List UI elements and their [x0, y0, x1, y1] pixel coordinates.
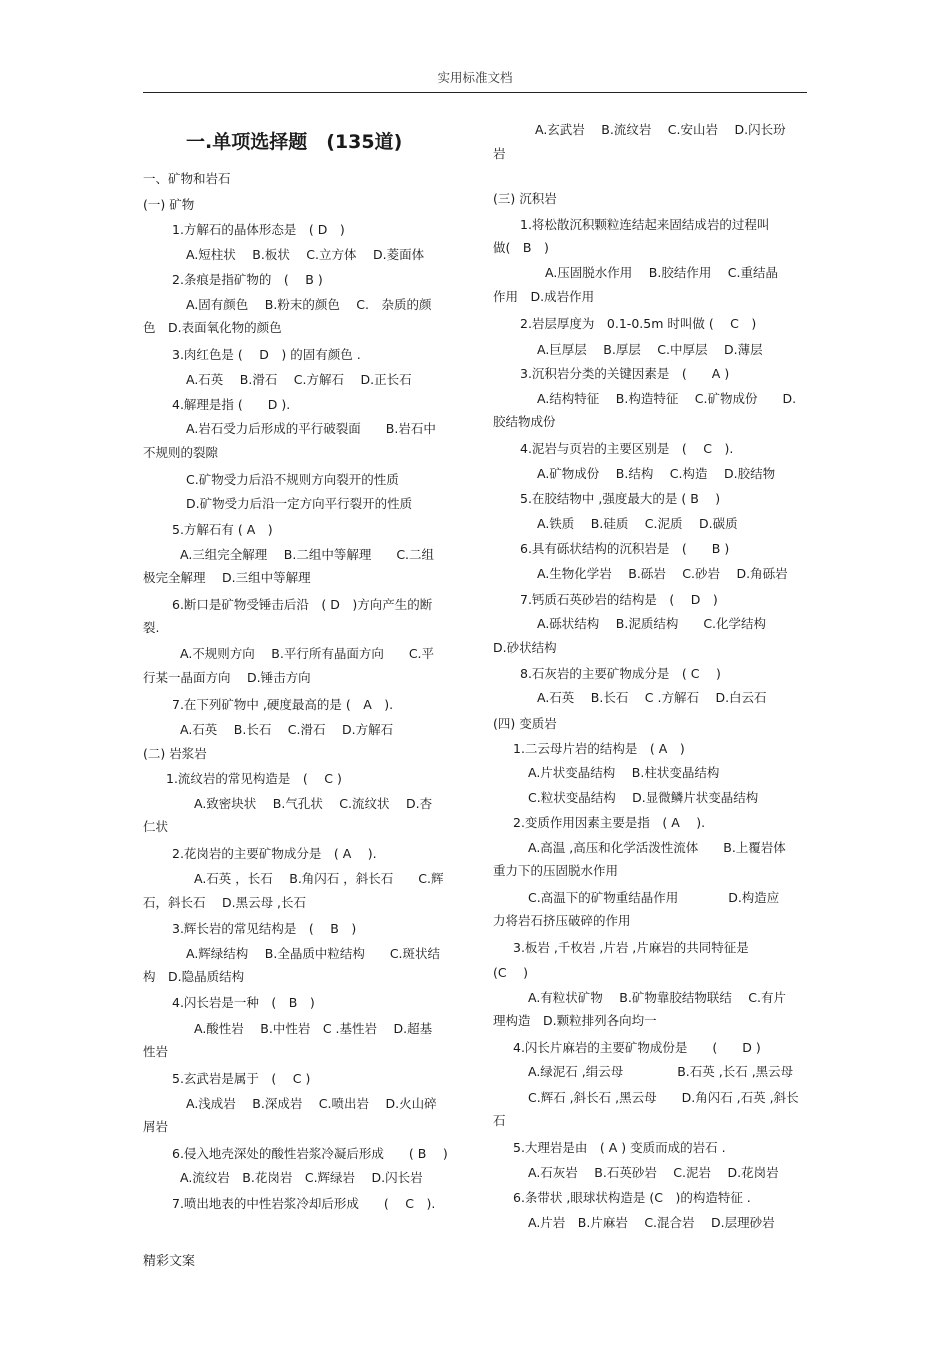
- header-rule: [143, 92, 807, 93]
- left-line-38: A.浅成岩 B.深成岩 C.喷出岩 D.火山碎: [186, 1096, 437, 1111]
- right-line-28: A.高温 ,高压和化学活泼性流体 B.上覆岩体: [528, 840, 786, 855]
- right-line-12: 4.泥岩与页岩的主要区别是 ( C ).: [520, 441, 734, 456]
- left-line-7: 色 D.表面氧化物的颜色: [143, 320, 282, 335]
- right-line-2: (三) 沉积岩: [493, 191, 557, 206]
- left-line-11: A.岩石受力后形成的平行破裂面 B.岩石中: [186, 421, 436, 436]
- left-line-1: 一、矿物和岩石: [143, 171, 231, 186]
- left-line-13: C.矿物受力后沿不规则方向裂开的性质: [186, 472, 399, 487]
- left-line-10: 4.解理是指 ( D ).: [172, 397, 291, 412]
- right-line-18: 7.钙质石英砂岩的结构是 ( D ): [520, 592, 718, 607]
- left-line-27: 仁状: [143, 819, 169, 834]
- right-line-17: A.生物化学岩 B.砾岩 C.砂岩 D.角砾岩: [537, 566, 788, 581]
- right-line-30: C.高温下的矿物重结晶作用 D.构造应: [528, 890, 780, 905]
- right-line-16: 6.具有砾状结构的沉积岩是 ( B ): [520, 541, 730, 556]
- left-line-2: (一) 矿物: [143, 197, 195, 212]
- left-line-40: 6.侵入地壳深处的酸性岩浆冷凝后形成 ( B ): [172, 1146, 448, 1161]
- right-line-39: 石: [493, 1113, 506, 1128]
- left-line-19: 裂.: [143, 620, 160, 635]
- left-line-6: A.固有颜色 B.粉末的颜色 C. 杂质的颜: [186, 297, 432, 312]
- right-line-15: A.铁质 B.硅质 C.泥质 D.碳质: [537, 516, 738, 531]
- page-footer: 精彩文案: [143, 1254, 196, 1269]
- left-line-31: 3.辉长岩的常见结构是 ( B ): [172, 921, 357, 936]
- left-line-28: 2.花岗岩的主要矿物成分是 ( A ).: [172, 846, 377, 861]
- right-line-27: 2.变质作用因素主要是指 ( A ).: [513, 815, 706, 830]
- right-line-35: 理构造 D.颗粒排列各向均一: [493, 1013, 657, 1028]
- left-line-22: 7.在下列矿物中 ,硬度最高的是 ( A ).: [172, 697, 394, 712]
- left-line-23: A.石英 B.长石 C.滑石 D.方解石: [180, 722, 394, 737]
- left-line-5: 2.条痕是指矿物的 ( B ): [172, 272, 323, 287]
- left-line-16: A.三组完全解理 B.二组中等解理 C.二组: [180, 547, 435, 562]
- left-line-32: A.辉绿结构 B.全晶质中粒结构 C.斑状结: [186, 946, 441, 961]
- right-line-31: 力将岩石挤压破碎的作用: [493, 913, 631, 928]
- right-line-14: 5.在胶结物中 ,强度最大的是 ( B ): [520, 491, 721, 506]
- right-line-29: 重力下的压固脱水作用: [493, 863, 619, 878]
- right-line-10: A.结构特征 B.构造特征 C.矿物成份 D.: [537, 391, 797, 406]
- right-line-20: D.砂状结构: [493, 640, 557, 655]
- right-line-32: 3.板岩 ,千枚岩 ,片岩 ,片麻岩的共同特征是: [513, 940, 749, 955]
- right-line-7: 2.岩层厚度为 0.1-0.5m 时叫做 ( C ): [520, 316, 757, 331]
- left-line-9: A.石英 B.滑石 C.方解石 D.正长石: [186, 372, 412, 387]
- right-line-6: 作用 D.成岩作用: [493, 289, 595, 304]
- right-line-23: (四) 变质岩: [493, 716, 557, 731]
- right-line-9: 3.沉积岩分类的关键因素是 ( A ): [520, 366, 730, 381]
- right-line-8: A.巨厚层 B.厚层 C.中厚层 D.薄层: [537, 342, 763, 357]
- right-line-24: 1.二云母片岩的结构是 ( A ): [513, 741, 685, 756]
- left-line-18: 6.断口是矿物受锤击后沿 ( D )方向产生的断: [172, 597, 433, 612]
- right-line-42: 6.条带状 ,眼球状构造是 (C )的构造特征 .: [513, 1190, 751, 1205]
- left-line-4: A.短柱状 B.板状 C.立方体 D.菱面体: [186, 247, 425, 262]
- page-header: 实用标准文档: [437, 70, 513, 85]
- right-line-41: A.石灰岩 B.石英砂岩 C.泥岩 D.花岗岩: [528, 1165, 779, 1180]
- right-line-38: C.辉石 ,斜长石 ,黑云母 D.角闪石 ,石英 ,斜长: [528, 1090, 799, 1105]
- left-line-21: 行某一晶面方向 D.锤击方向: [143, 670, 311, 685]
- right-line-26: C.粒状变晶结构 D.显微鳞片状变晶结构: [528, 790, 759, 805]
- left-line-33: 构 D.隐晶质结构: [143, 969, 245, 984]
- right-line-36: 4.闪长片麻岩的主要矿物成份是 ( D ): [513, 1040, 761, 1055]
- left-line-17: 极完全解理 D.三组中等解理: [143, 570, 311, 585]
- right-line-21: 8.石灰岩的主要矿物成分是 ( C ): [520, 666, 721, 681]
- right-line-11: 胶结物成份: [493, 414, 556, 429]
- left-line-37: 5.玄武岩是属于 ( C ): [172, 1071, 311, 1086]
- right-line-13: A.矿物成份 B.结构 C.构造 D.胶结物: [537, 466, 776, 481]
- right-line-22: A.石英 B.长石 C .方解石 D.白云石: [537, 690, 767, 705]
- left-line-8: 3.肉红色是 ( D ) 的固有颜色 .: [172, 347, 361, 362]
- right-line-40: 5.大理岩是由 ( A ) 变质而成的岩石 .: [513, 1140, 726, 1155]
- left-line-26: A.致密块状 B.气孔状 C.流纹状 D.杏: [194, 796, 433, 811]
- left-line-39: 屑岩: [143, 1119, 169, 1134]
- right-line-34: A.有粒状矿物 B.矿物靠胶结物联结 C.有片: [528, 990, 787, 1005]
- right-line-3: 1.将松散沉积颗粒连结起来固结成岩的过程叫: [520, 217, 770, 232]
- right-line-5: A.压固脱水作用 B.胶结作用 C.重结晶: [545, 265, 779, 280]
- right-line-33: (C ): [493, 965, 528, 980]
- left-line-42: 7.喷出地表的中性岩浆冷却后形成 ( C ).: [172, 1196, 436, 1211]
- left-line-25: 1.流纹岩的常见构造是 ( C ): [166, 771, 342, 786]
- left-line-41: A.流纹岩 B.花岗岩 C.辉绿岩 D.闪长岩: [180, 1170, 423, 1185]
- right-line-19: A.砾状结构 B.泥质结构 C.化学结构: [537, 616, 767, 631]
- right-line-37: A.绿泥石 ,绢云母 B.石英 ,长石 ,黑云母: [528, 1064, 794, 1079]
- left-line-20: A.不规则方向 B.平行所有晶面方向 C.平: [180, 646, 435, 661]
- right-line-1: 岩: [493, 146, 506, 161]
- left-line-3: 1.方解石的晶体形态是 ( D ): [172, 222, 345, 237]
- left-line-24: (二) 岩浆岩: [143, 746, 207, 761]
- left-line-30: 石，斜长石 D.黑云母 ,长石: [143, 895, 307, 910]
- right-line-4: 做( B ): [493, 240, 549, 255]
- left-line-29: A.石英 ，长石 B.角闪石 ，斜长石 C.辉: [194, 871, 444, 886]
- left-line-35: A.酸性岩 B.中性岩 C .基性岩 D.超基: [194, 1021, 433, 1036]
- right-line-0: A.玄武岩 B.流纹岩 C.安山岩 D.闪长玢: [535, 122, 786, 137]
- left-line-15: 5.方解石有 ( A ): [172, 522, 273, 537]
- right-line-43: A.片岩 B.片麻岩 C.混合岩 D.层理砂岩: [528, 1215, 775, 1230]
- left-line-0: 一.单项选择题 (135道): [186, 131, 403, 153]
- left-line-34: 4.闪长岩是一种 ( B ): [172, 995, 315, 1010]
- right-line-25: A.片状变晶结构 B.柱状变晶结构: [528, 765, 720, 780]
- left-line-36: 性岩: [143, 1044, 169, 1059]
- left-line-12: 不规则的裂隙: [143, 445, 219, 460]
- left-line-14: D.矿物受力后沿一定方向平行裂开的性质: [186, 496, 413, 511]
